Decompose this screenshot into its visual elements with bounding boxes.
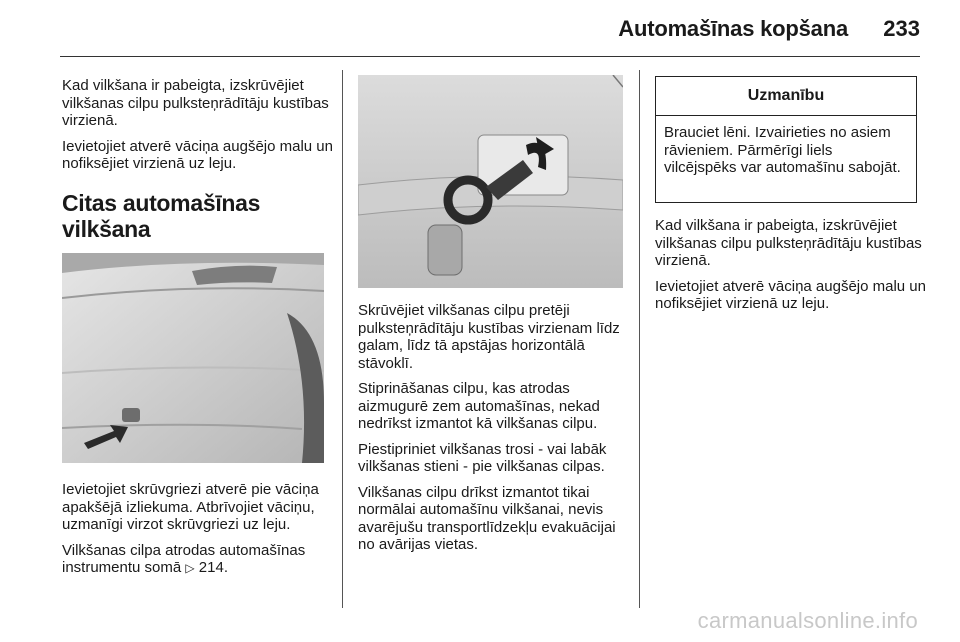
paragraph: Ievietojiet skrūvgriezi atverē pie vāciņa apakšējā izliekuma. Atbrīvojiet vāciņu, uzmanīgi virzot skrūvgriezi uz leju. [62,481,319,533]
reference-arrow-icon: ▷ [185,561,195,575]
paragraph: Skrūvējiet vilkšanas cilpu pretēji pulksteņrādītāju kustības virzienam līdz galam, līdz tā apstājas horizontālā stāvoklī. [358,302,620,372]
warning-title: Uzmanību [656,77,916,116]
car-rear-cover-illustration [62,253,324,463]
paragraph: Ievietojiet atverē vāciņa augšējo malu un nofiksējiet virzienā uz leju. [655,277,926,312]
page-reference[interactable]: 214. [198,559,228,576]
paragraph [62,542,334,578]
warning-text: Brauciet lēni. Izvairieties no asiem rāvieniem. Pārmērīgi liels vilcējspēks var automašīnu sabojāt. [664,124,901,176]
section-title: Automašīnas kopšana [618,16,848,41]
paragraph: Kad vilkšana ir pabeigta, izskrūvējiet vilkšanas cilpu pulksteņrādītāju kustības virzienā. [655,217,922,269]
watermark: carmanualsonline.info [697,608,918,633]
paragraph: Ievietojiet atverē vāciņa augšējo malu un nofiksējiet virzienā uz leju. [62,137,333,172]
column-1-top [62,77,334,181]
column-3 [655,217,927,321]
paragraph-text: Vilkšanas cilpa atrodas automašīnas instrumentu somā [62,541,306,576]
paragraph: Kad vilkšana ir pabeigta, izskrūvējiet vilkšanas cilpu pulksteņrādītāju kustības virzienā. [62,77,329,129]
paragraph: Piestipriniet vilkšanas trosi - vai labāk vilkšanas stieni - pie vilkšanas cilpas. [358,440,607,475]
page-number: 233 [883,16,920,41]
column-divider-2 [639,70,640,608]
column-divider-1 [342,70,343,608]
column-1-bottom [62,481,334,586]
section-heading: Citas automašīnas vilkšana [62,190,261,242]
paragraph: Stiprināšanas cilpu, kas atrodas aizmugurē zem automašīnas, nekad nedrīkst izmantot kā vilkšanas cilpu. [358,380,600,432]
paragraph: Vilkšanas cilpu drīkst izmantot tikai normālai automašīnu vilkšanai, nevis avarējušu transportlīdzekļu evakuācijai no avārijas vietas. [358,483,616,553]
towing-eye-image [358,75,623,288]
car-rear-cover-image [62,253,324,463]
warning-box [655,76,917,203]
column-2 [358,302,626,562]
towing-eye-illustration [358,75,623,288]
header-divider [60,56,920,57]
page-header [0,0,960,60]
